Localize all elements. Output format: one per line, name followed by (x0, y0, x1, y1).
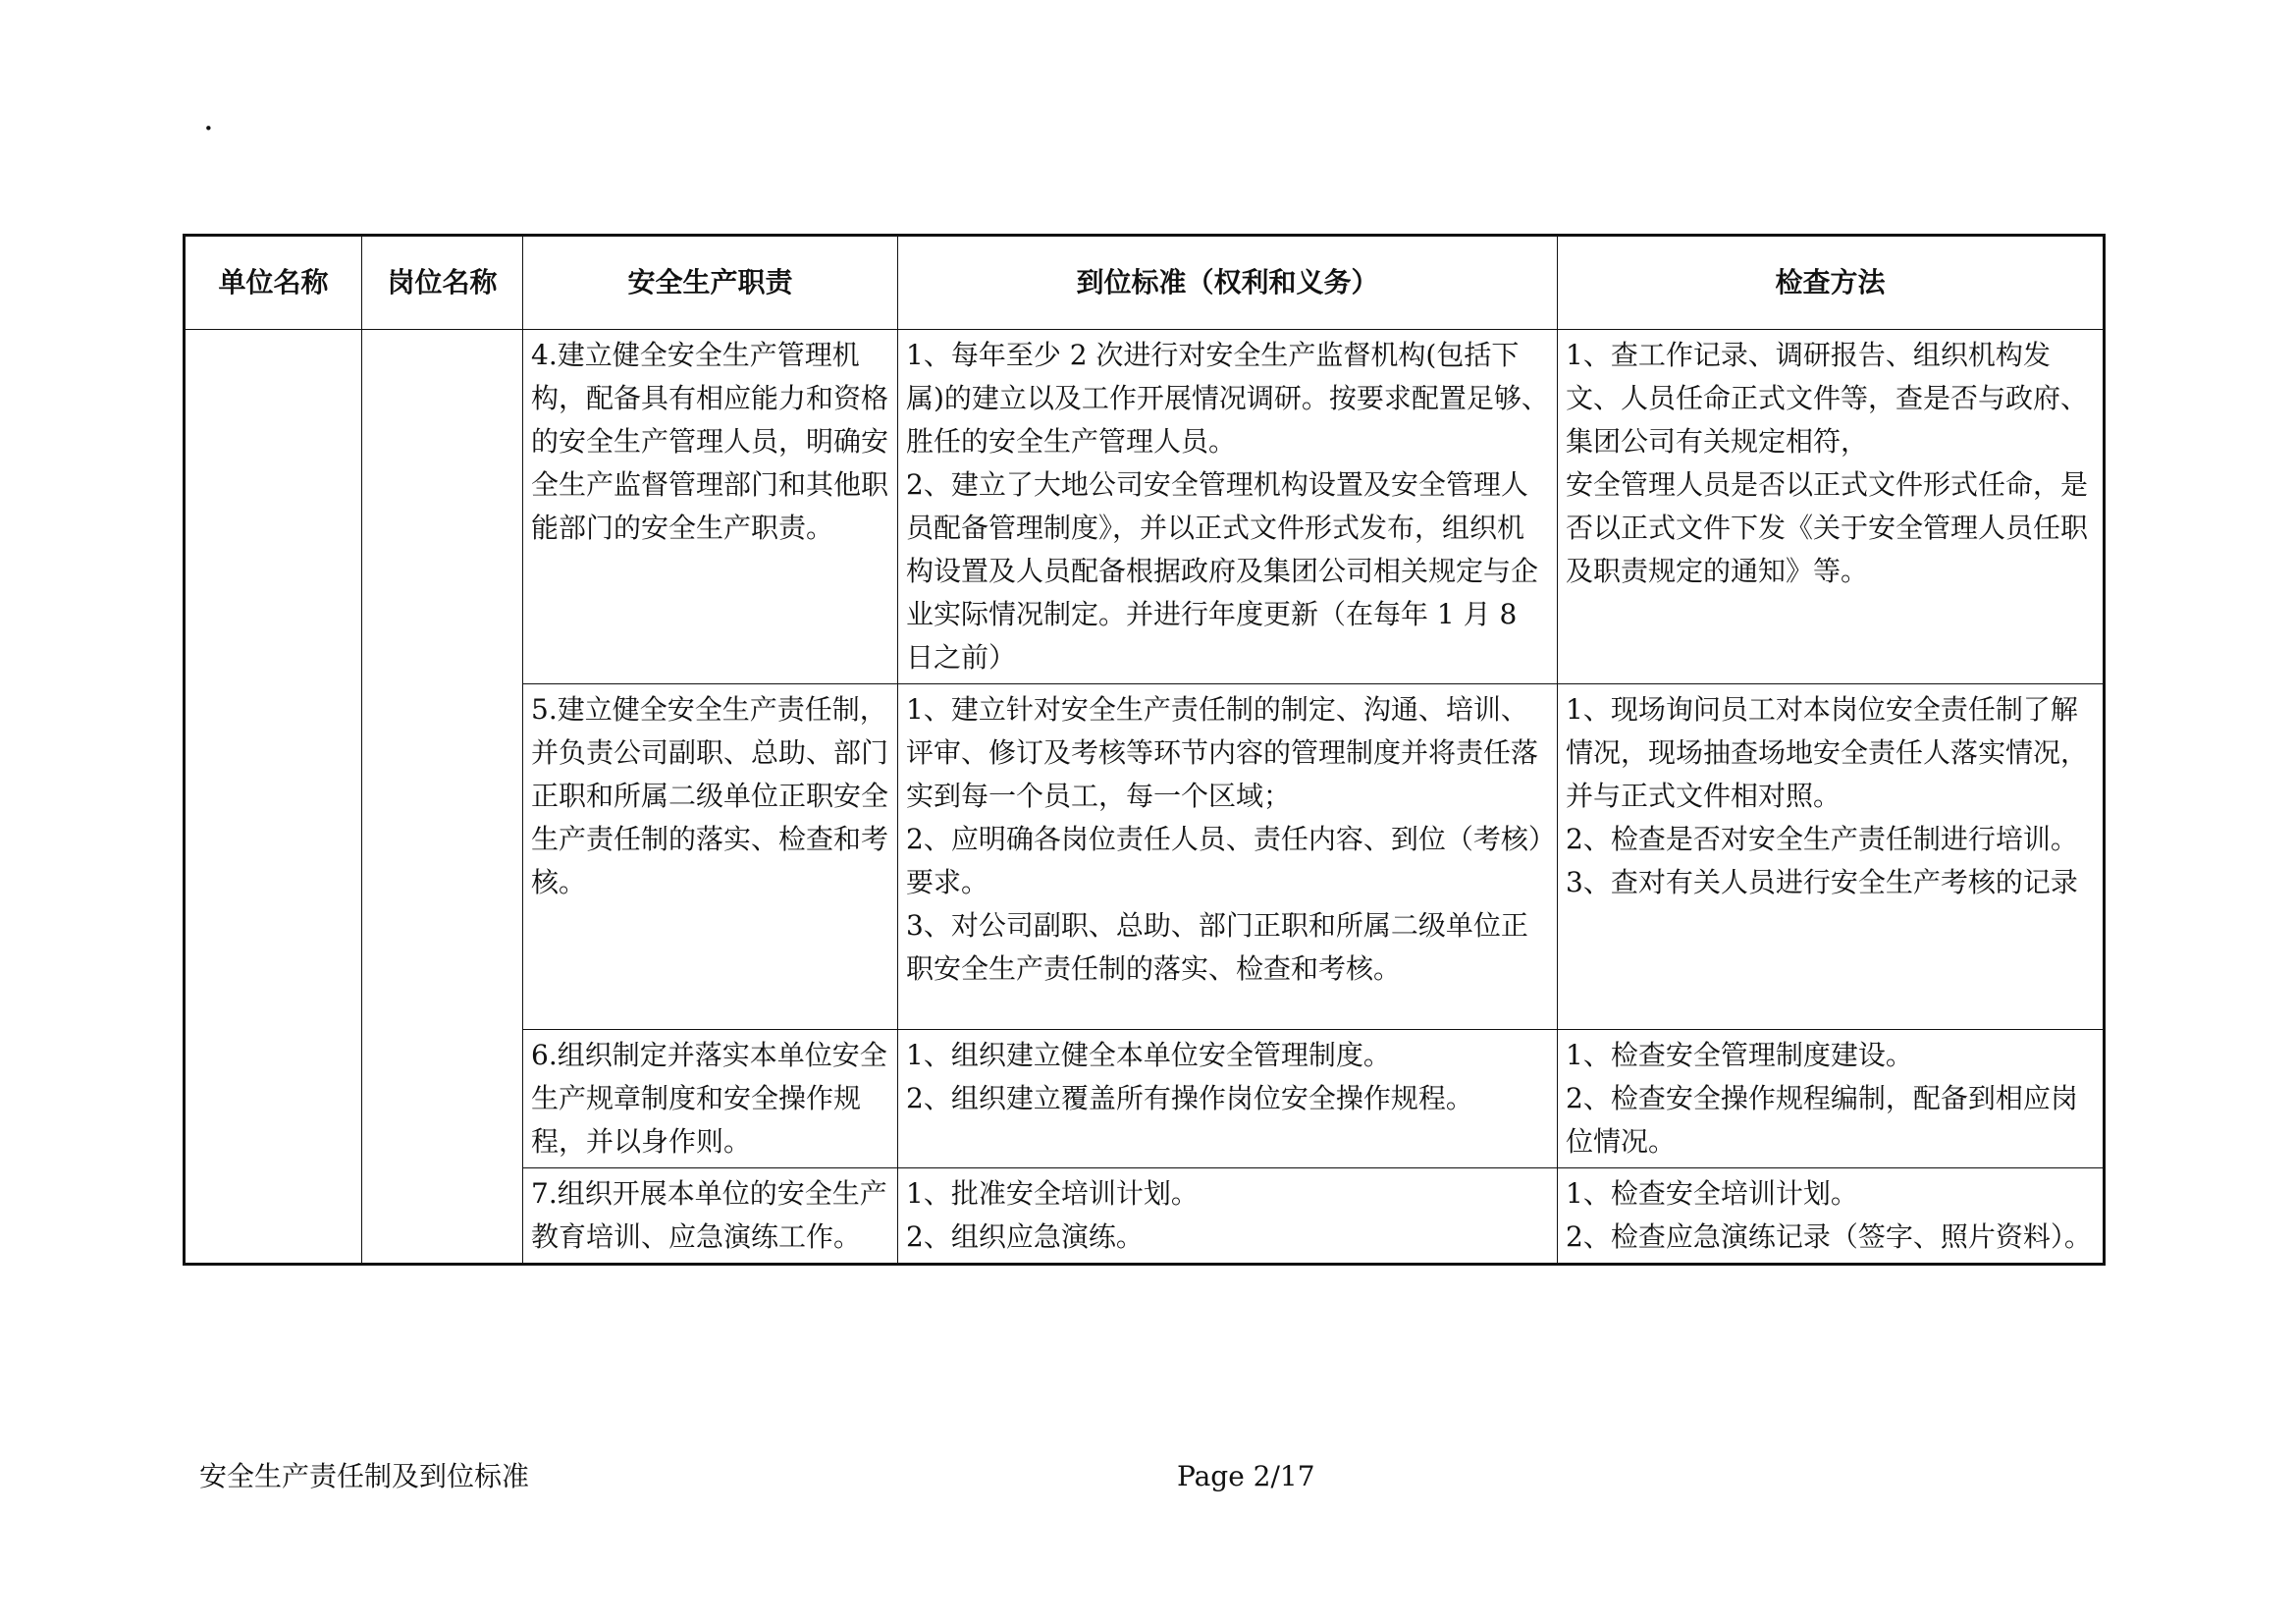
standard-item: 1、组织建立健全本单位安全管理制度。 (906, 1039, 1391, 1071)
standard-item: 1、批准安全培训计划。 (906, 1177, 1199, 1210)
check-item: 3、查对有关人员进行安全生产考核的记录 (1566, 866, 2078, 898)
footer-page-number: Page 2/17 (1177, 1460, 1315, 1492)
check-item: 安全管理人员是否以正式文件形式任命，是否以正式文件下发《关于安全管理人员任职及职责规定的通知》等。 (1566, 468, 2089, 587)
footer-document-title: 安全生产责任制及到位标准 (199, 1460, 530, 1492)
header-check-method: 检查方法 (1558, 236, 2105, 330)
check-cell (1558, 684, 2105, 1030)
table-row (185, 330, 2105, 684)
check-item: 1、现场询问员工对本岗位安全责任制了解情况，现场抽查场地安全责任人落实情况，并与正式文件相对照。 (1566, 693, 2089, 812)
header-dot: · (203, 109, 214, 148)
standard-cell (898, 684, 1558, 1030)
responsibility-table (183, 234, 2106, 1266)
standard-item: 2、组织建立覆盖所有操作岗位安全操作规程。 (906, 1082, 1473, 1114)
unit-name-cell (185, 330, 362, 1265)
standard-item: 2、组织应急演练。 (906, 1220, 1144, 1253)
check-item: 2、检查是否对安全生产责任制进行培训。 (1566, 823, 2078, 855)
standard-cell (898, 330, 1558, 684)
check-item: 1、查工作记录、调研报告、组织机构发文、人员任命正式文件等，查是否与政府、集团公司有关规定相符， (1566, 339, 2089, 458)
duty-cell: 4.建立健全安全生产管理机构，配备具有相应能力和资格的安全生产管理人员，明确安全生产监督管理部门和其他职能部门的安全生产职责。 (523, 330, 898, 684)
standard-cell (898, 1030, 1558, 1168)
check-item: 1、检查安全培训计划。 (1566, 1177, 1858, 1210)
header-unit-name: 单位名称 (185, 236, 362, 330)
check-item: 2、检查应急演练记录（签字、照片资料）。 (1566, 1220, 2092, 1253)
check-cell (1558, 1030, 2105, 1168)
header-standard: 到位标准（权利和义务） (898, 236, 1558, 330)
header-safety-duty: 安全生产职责 (523, 236, 898, 330)
check-item: 1、检查安全管理制度建设。 (1566, 1039, 1913, 1071)
post-name-cell (362, 330, 523, 1265)
standard-item: 3、对公司副职、总助、部门正职和所属二级单位正职安全生产责任制的落实、检查和考核。 (906, 909, 1528, 985)
header-post-name: 岗位名称 (362, 236, 523, 330)
check-cell (1558, 330, 2105, 684)
duty-cell: 6.组织制定并落实本单位安全生产规章制度和安全操作规程，并以身作则。 (523, 1030, 898, 1168)
standard-item: 2、建立了大地公司安全管理机构设置及安全管理人员配备管理制度》，并以正式文件形式发布，组织机构设置及人员配备根据政府及集团公司相关规定与企业实际情况制定。并进行年度更新（在每年 1 月 8 日之前） (906, 468, 1539, 674)
standard-item: 2、应明确各岗位责任人员、责任内容、到位（考核）要求。 (906, 823, 1542, 898)
check-item: 2、检查安全操作规程编制，配备到相应岗位情况。 (1566, 1082, 2078, 1158)
check-cell (1558, 1168, 2105, 1265)
duty-cell: 5.建立健全安全生产责任制，并负责公司副职、总助、部门正职和所属二级单位正职安全生产责任制的落实、检查和考核。 (523, 684, 898, 1030)
standard-item: 1、建立针对安全生产责任制的制定、沟通、培训、评审、修订及考核等环节内容的管理制度并将责任落实到每一个员工，每一个区域； (906, 693, 1539, 812)
standard-cell (898, 1168, 1558, 1265)
table-header-row (185, 236, 2105, 330)
standard-item: 1、每年至少 2 次进行对安全生产监督机构(包括下属)的建立以及工作开展情况调研。按要求配置足够、胜任的安全生产管理人员。 (906, 339, 1549, 458)
duty-cell: 7.组织开展本单位的安全生产教育培训、应急演练工作。 (523, 1168, 898, 1265)
